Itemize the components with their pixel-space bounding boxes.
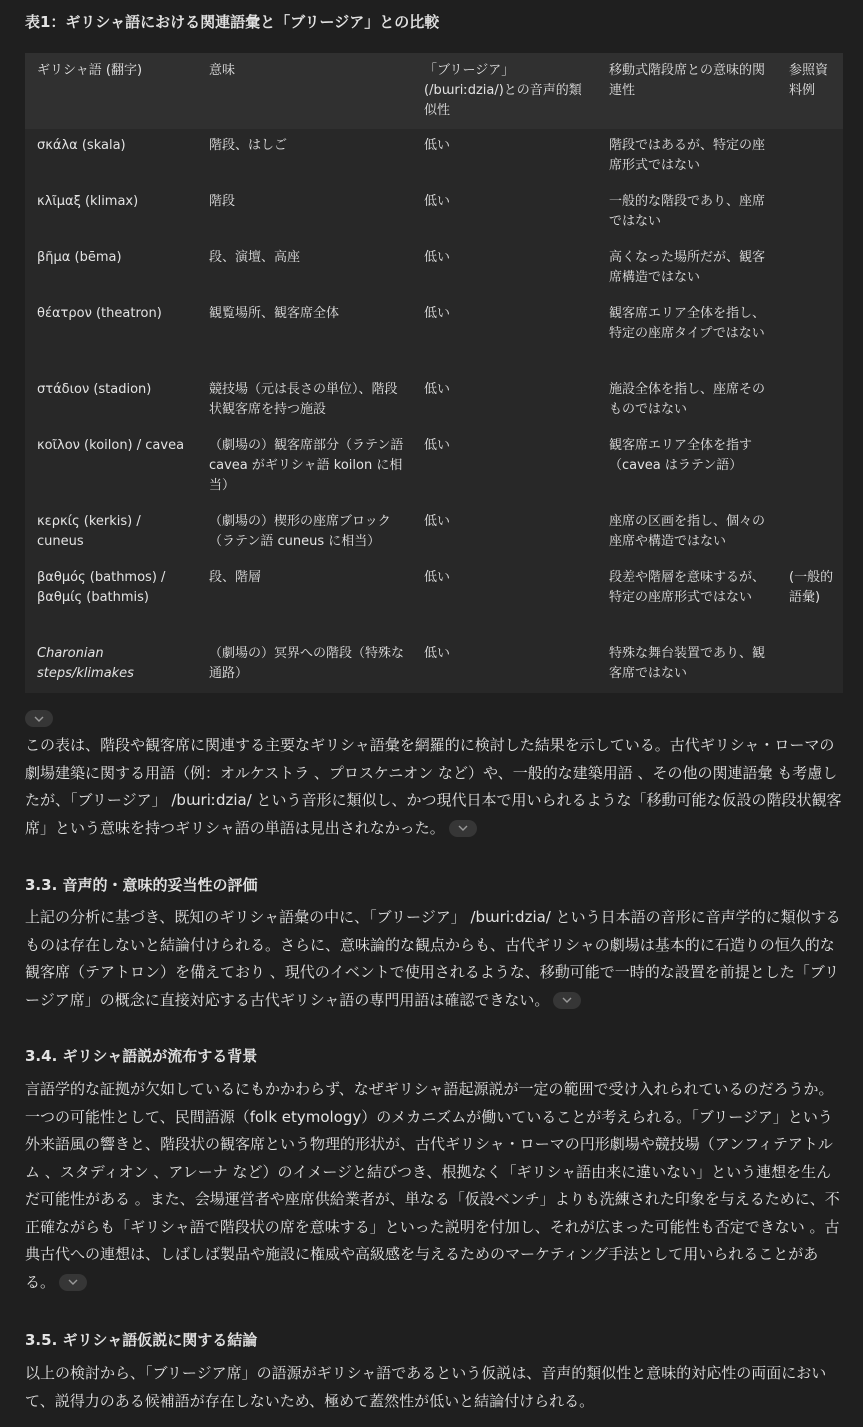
table-row	[25, 561, 843, 637]
cell-reference	[777, 637, 843, 693]
cell-greek: κλῖμαξ (klimax)	[37, 194, 139, 209]
table-row	[25, 429, 843, 505]
cell-phonetic: 低い	[424, 438, 451, 453]
section-heading-3-4: 3.4. ギリシャ語説が流布する背景	[25, 1047, 258, 1065]
cell-greek: σκάλα (skala)	[37, 138, 126, 153]
section-3-4-text: 言語学的な証拠が欠如しているにもかかわらず、なぜギリシャ語起源説が一定の範囲で受け入れられているのだろうか。一つの可能性として、民間語源（folk etymology）のメカニズムが働いていることが考えられる。「ブリージア」という外来語風の響きと、階段状の観客席という物理的形状が、古代ギリシャ・ローマの円形劇場や競技場（アンフィテアトルム 、スタディオン 、アレーナ など）のイメージと結びつき、根拠なく「ギリシャ語由来に違いない」という連想を生んだ可能性がある 。また、会場運営者や座席供給業者が、単なる「仮設ベンチ」よりも洗練された印象を与えるために、不正確ながらも「ギリシャ語で階段状の席を意味する」といった説明を付加し、それが広まった可能性も否定できない 。古典古代への連想は、しばしば製品や施設に権威や高級感を与えるためのマーケティング手法として用いられることがある。	[25, 1080, 840, 1291]
cell-meaning: 観覧場所、観客席全体	[209, 306, 340, 321]
section-3-3-text: 上記の分析に基づき、既知のギリシャ語彙の中に、「ブリージア」 /bɯriːdzia/ という日本語の音形に音声学的に類似するものは存在しないと結論付けられる。さらに、意味論的な観点からも、古代ギリシャの劇場は基本的に石造りの恒久的な観客席（テアトロン）を備えており 、現代のイベントで使用されるような、移動可能で一時的な設置を前提とした「ブリージア席」の概念に直接対応する古代ギリシャ語の専門用語は確認できない。	[25, 908, 841, 1009]
cell-reference: (一般的語彙)	[789, 570, 834, 605]
expand-sources-button[interactable]	[553, 992, 581, 1009]
cell-phonetic: 低い	[424, 306, 451, 321]
cell-semantic: 段差や階層を意味するが、特定の座席形式ではない	[609, 570, 766, 605]
cell-phonetic: 低い	[424, 138, 451, 153]
table-row	[25, 185, 843, 241]
cell-meaning: 競技場（元は長さの単位）、階段状観客席を持つ施設	[209, 382, 398, 417]
cell-phonetic: 低い	[424, 646, 451, 661]
chevron-down-icon	[68, 1279, 78, 1285]
comparison-table	[25, 53, 843, 693]
cell-phonetic: 低い	[424, 194, 451, 209]
section-3-5-text: 以上の検討から、「ブリージア席」の語源がギリシャ語であるという仮説は、音声的類似性と意味的対応性の両面において、説得力のある候補語が存在しないため、極めて蓋然性が低いと結論付けられる。	[25, 1364, 827, 1410]
cell-greek: βαθμός (bathmos) / βαθμίς (bathmis)	[37, 570, 166, 605]
cell-phonetic: 低い	[424, 250, 451, 265]
cell-semantic: 座席の区画を指し、個々の座席や構造ではない	[609, 514, 766, 549]
cell-semantic: 高くなった場所だが、観客席構造ではない	[609, 250, 766, 285]
table-header-row	[25, 53, 843, 129]
cell-greek: θέατρον (theatron)	[37, 306, 162, 321]
cell-meaning: 段、階層	[209, 570, 262, 585]
column-header-meaning: 意味	[209, 63, 236, 78]
table-title: 表1：ギリシャ語における関連語彙と「ブリージア」との比較	[25, 13, 440, 31]
column-header-phonetic: 「ブリージア」 (/bɯriːdzia/)との音声的類似性	[424, 63, 582, 118]
table-row	[25, 505, 843, 561]
summary-paragraph	[25, 732, 845, 842]
column-header-semantic: 移動式階段席との意味的関連性	[609, 63, 766, 98]
cell-meaning: 段、演壇、高座	[209, 250, 301, 265]
cell-reference	[777, 429, 843, 505]
cell-reference	[777, 129, 843, 185]
cell-meaning: 階段、はしご	[209, 138, 288, 153]
section-3-4-body	[25, 1076, 845, 1296]
cell-meaning: （劇場の）楔形の座席ブロック（ラテン語 cuneus に相当）	[209, 514, 391, 549]
cell-semantic: 特殊な舞台装置であり、観客席ではない	[609, 646, 766, 681]
section-heading-3-5: 3.5. ギリシャ語仮説に関する結論	[25, 1331, 258, 1349]
summary-text: この表は、階段や観客席に関連する主要なギリシャ語彙を網羅的に検討した結果を示している。古代ギリシャ・ローマの劇場建築に関する用語（例：オルケストラ 、プロスケニオン など）や、一般的な建築用語 、その他の関連語彙 も考慮したが、「ブリージア」 /bɯriːdzia/ という音形に類似し、かつ現代日本で用いられるような「移動可能な仮設の階段状観客席」という意味を持つギリシャ語の単語は見出されなかった。	[25, 736, 842, 837]
cell-meaning: （劇場の）冥界への階段（特殊な通路）	[209, 646, 405, 681]
expand-sources-button[interactable]	[449, 820, 477, 837]
cell-semantic: 観客席エリア全体を指し、特定の座席タイプではない	[609, 306, 766, 341]
chevron-down-icon	[458, 825, 468, 831]
column-header-greek: ギリシャ語 (翻字)	[37, 63, 143, 78]
table-row	[25, 297, 843, 373]
section-heading-3-3: 3.3. 音声的・意味的妥当性の評価	[25, 876, 258, 894]
cell-phonetic: 低い	[424, 514, 451, 529]
cell-greek: βῆμα (bēma)	[37, 250, 122, 265]
section-3-3-body	[25, 904, 845, 1014]
chevron-down-icon	[34, 716, 44, 722]
table-row	[25, 637, 843, 693]
cell-reference	[777, 185, 843, 241]
section-3-5-body	[25, 1360, 845, 1415]
cell-greek: κερκίς (kerkis) / cuneus	[37, 514, 141, 549]
cell-greek: κοῖλον (koilon) / cavea	[37, 438, 185, 453]
cell-reference	[777, 373, 843, 429]
cell-reference	[777, 241, 843, 297]
expand-sources-button[interactable]	[59, 1274, 87, 1291]
cell-reference	[777, 297, 843, 373]
cell-reference	[777, 505, 843, 561]
chevron-down-icon	[562, 997, 572, 1003]
column-header-reference: 参照資料例	[789, 63, 829, 98]
cell-semantic: 階段ではあるが、特定の座席形式ではない	[609, 138, 766, 173]
cell-greek: Charonian steps/klimakes	[37, 646, 134, 681]
cell-meaning: （劇場の）観客席部分（ラテン語 cavea がギリシャ語 koilon に相当）	[209, 438, 404, 493]
cell-semantic: 一般的な階段であり、座席ではない	[609, 194, 766, 229]
cell-phonetic: 低い	[424, 570, 451, 585]
table-row	[25, 129, 843, 185]
table-row	[25, 373, 843, 429]
cell-semantic: 施設全体を指し、座席そのものではない	[609, 382, 766, 417]
cell-phonetic: 低い	[424, 382, 451, 397]
cell-greek: στάδιον (stadion)	[37, 382, 152, 397]
table-row	[25, 241, 843, 297]
expand-sources-button[interactable]	[25, 710, 53, 727]
cell-meaning: 階段	[209, 194, 236, 209]
cell-semantic: 観客席エリア全体を指す（cavea はラテン語）	[609, 438, 753, 473]
